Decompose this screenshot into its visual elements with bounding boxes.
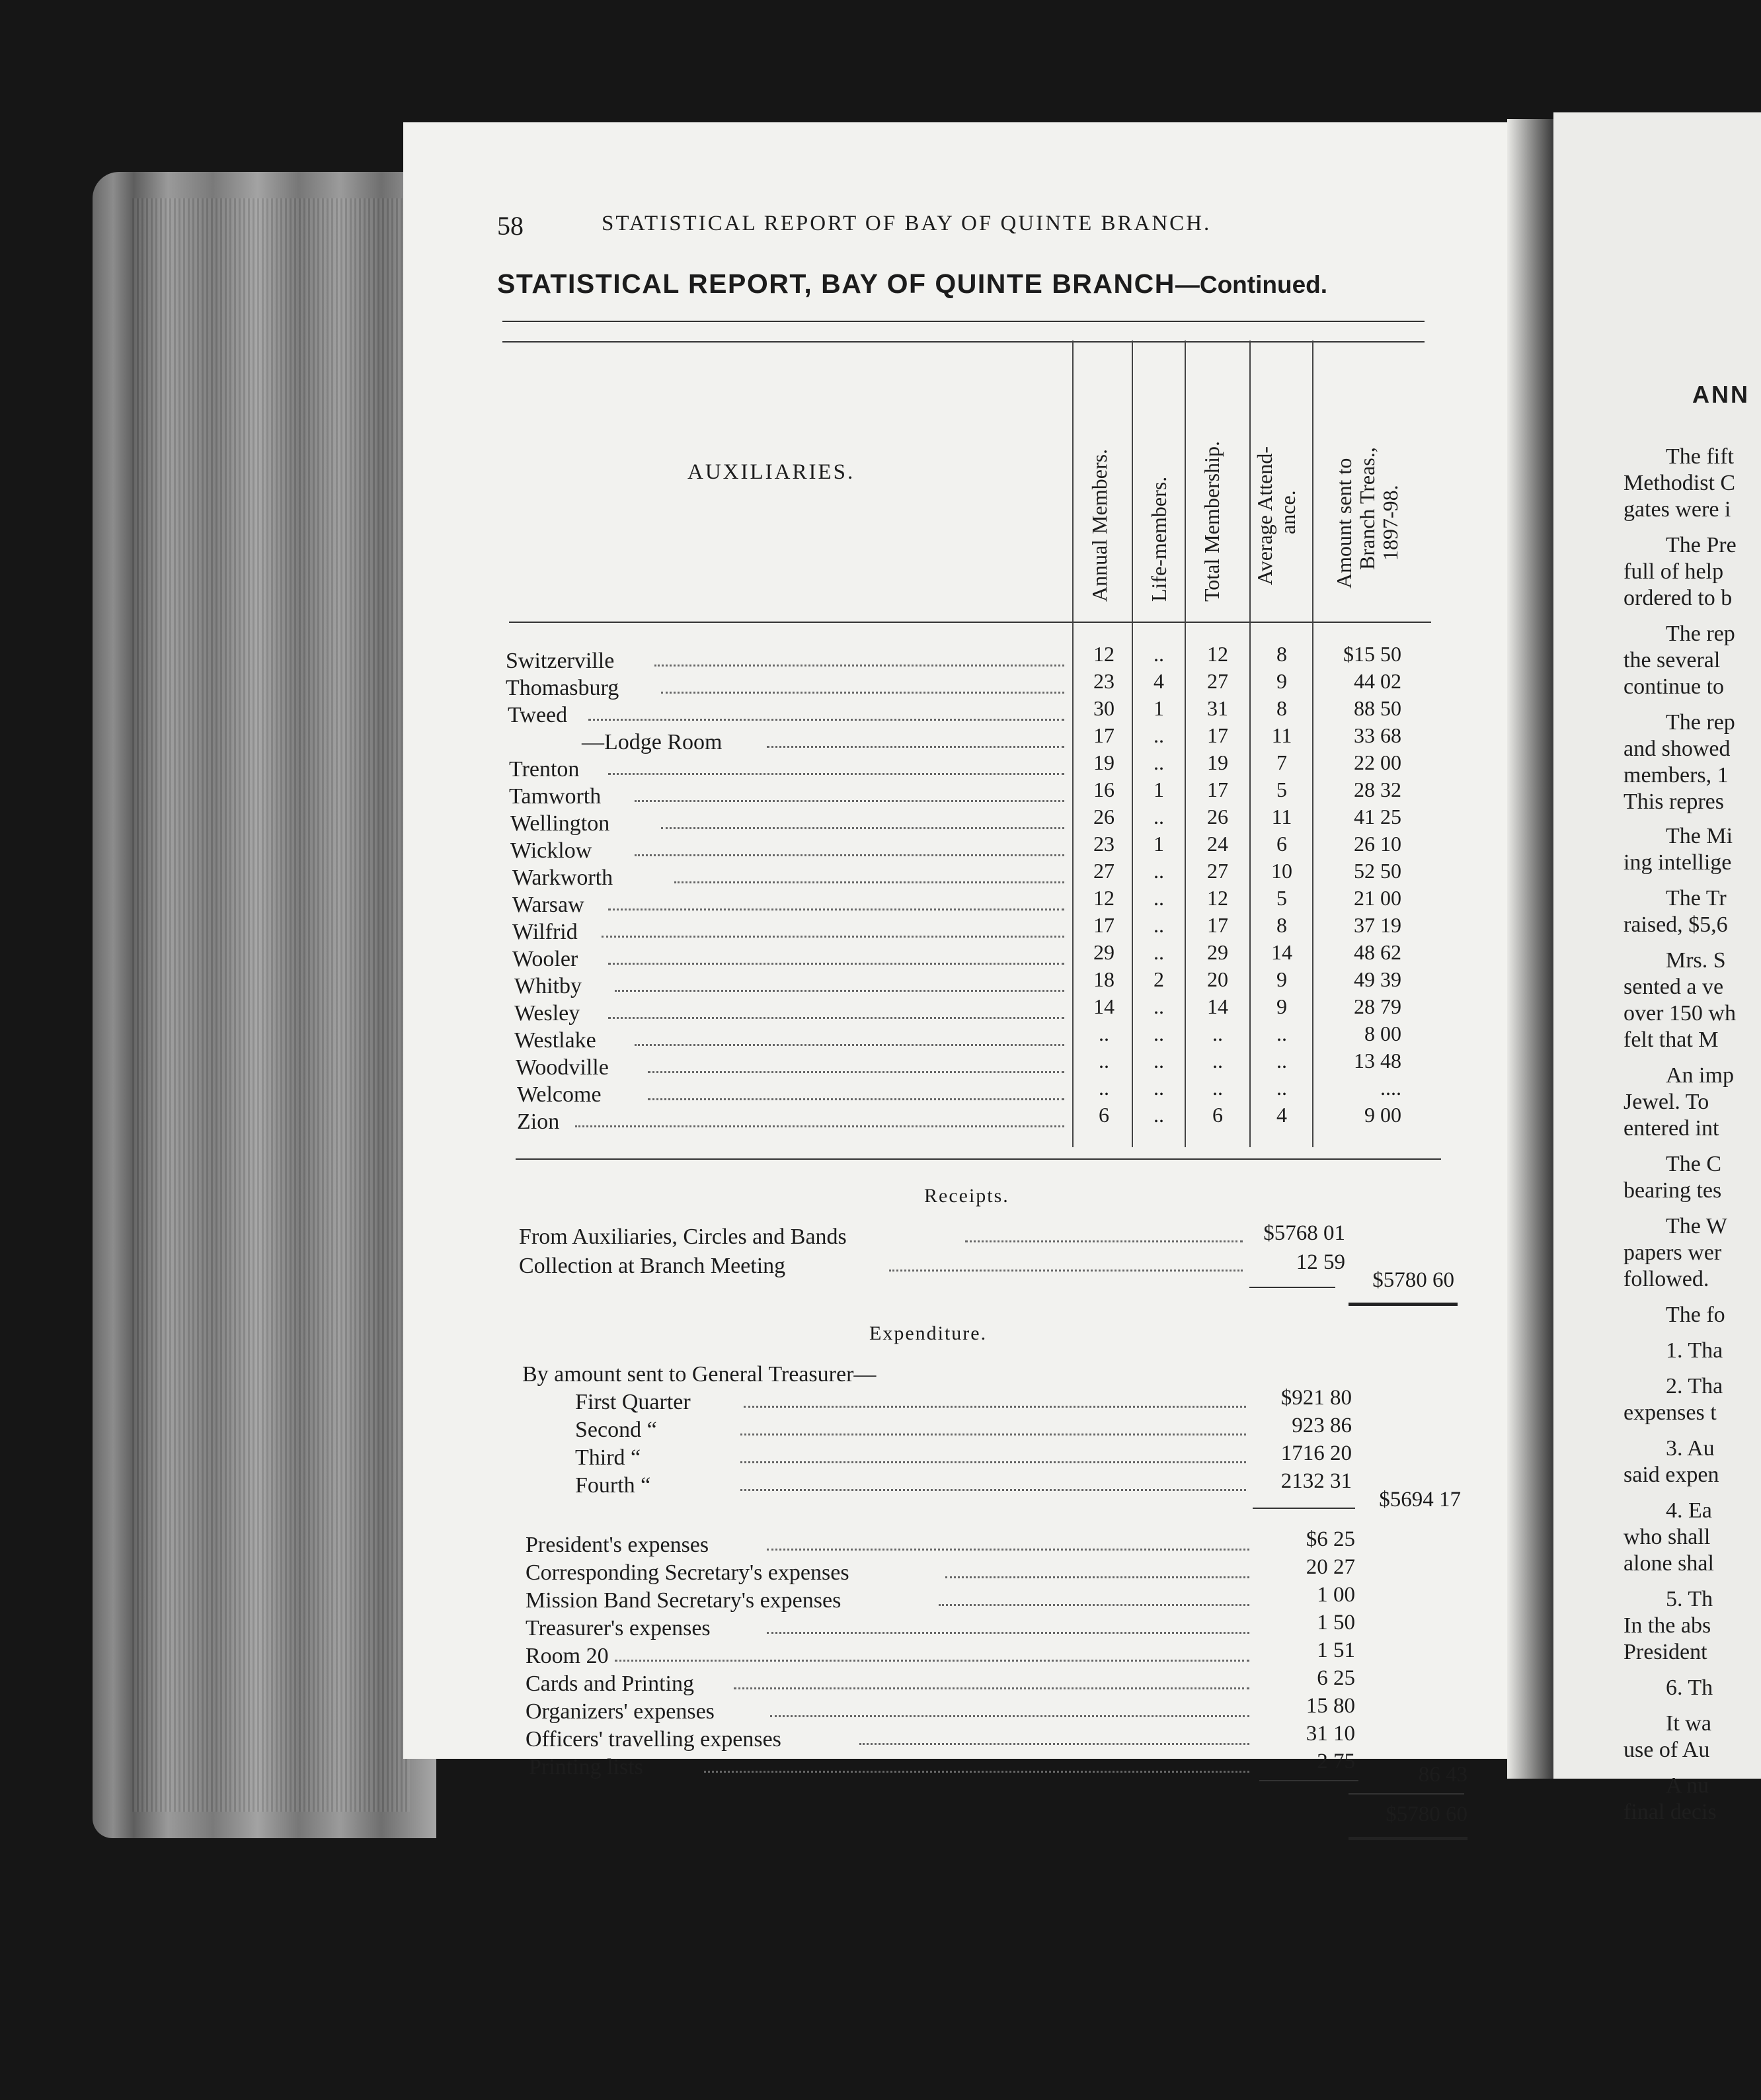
cell-amount: .... <box>1380 1076 1401 1100</box>
leader-dots <box>654 659 1064 666</box>
cell-annual: 16 <box>1093 778 1115 801</box>
cell-life: .. <box>1154 913 1164 937</box>
leader-dots <box>648 1093 1064 1100</box>
receipts-total: $5780 60 <box>1372 1268 1454 1292</box>
cell-amount: 88 50 <box>1354 696 1401 720</box>
cell-total: 24 <box>1207 832 1228 856</box>
right-page-line: who shall <box>1624 1525 1711 1549</box>
receipt-label: Collection at Branch Meeting <box>519 1254 786 1278</box>
row-name: Wilfrid <box>512 920 578 944</box>
expense-label: President's expenses <box>526 1533 709 1557</box>
expense-label: Organizers' expenses <box>526 1699 715 1724</box>
leader-dots <box>602 930 1064 938</box>
row-name: Zion <box>517 1110 560 1134</box>
cell-attendance: .. <box>1276 1076 1287 1100</box>
cell-amount: 26 10 <box>1354 832 1401 856</box>
cell-amount: 9 00 <box>1364 1103 1401 1127</box>
right-page-line: Methodist C <box>1624 471 1736 495</box>
right-page-line: followed. <box>1624 1267 1709 1291</box>
cell-life: .. <box>1154 1022 1164 1045</box>
cell-life: .. <box>1154 723 1164 747</box>
cell-attendance: 11 <box>1271 805 1292 828</box>
cell-total: 29 <box>1207 940 1228 964</box>
leader-dots <box>744 1400 1246 1408</box>
right-page-line: ing intellige <box>1624 850 1732 875</box>
right-page-line: The Mi <box>1666 824 1733 848</box>
right-page-line: said expen <box>1624 1463 1719 1487</box>
cell-attendance: 8 <box>1276 696 1287 720</box>
cell-total: 17 <box>1207 913 1228 937</box>
cell-annual: 12 <box>1093 642 1115 666</box>
expense-label: Room 20 <box>526 1644 609 1668</box>
leader-dots <box>661 686 1064 694</box>
right-page-line: sented a ve <box>1624 975 1724 999</box>
right-page-line: The rep <box>1666 710 1735 735</box>
cell-attendance: .. <box>1276 1022 1287 1045</box>
row-name: Warsaw <box>512 893 584 917</box>
cell-annual: 17 <box>1093 723 1115 747</box>
table-top-rule-2 <box>502 341 1425 343</box>
cell-attendance: 9 <box>1276 967 1287 991</box>
right-page-line: 4. Ea <box>1666 1498 1712 1523</box>
right-page-line: alone shal <box>1624 1551 1714 1576</box>
receipt-amount: 12 59 <box>1296 1250 1345 1274</box>
expense-amount: 2 75 <box>1317 1750 1355 1773</box>
cell-attendance: 11 <box>1271 723 1292 747</box>
leader-dots <box>767 1627 1249 1634</box>
right-page-line: continue to <box>1624 674 1725 699</box>
expense-amount: 31 10 <box>1306 1722 1355 1746</box>
cell-attendance: 9 <box>1276 994 1287 1018</box>
cell-life: .. <box>1154 1049 1164 1072</box>
quarter-amount: $921 80 <box>1280 1386 1352 1410</box>
right-page-line: 6. Th <box>1666 1676 1713 1700</box>
quarter-amount: 923 86 <box>1292 1414 1352 1437</box>
cell-amount: 37 19 <box>1354 913 1401 937</box>
cell-amount: 33 68 <box>1354 723 1401 747</box>
leader-dots <box>588 713 1064 721</box>
cell-life: .. <box>1154 859 1164 883</box>
col-annual-members: Annual Members. <box>1087 448 1111 602</box>
auxiliaries-header: AUXILIARIES. <box>687 460 855 484</box>
sum-rule <box>1349 1793 1464 1795</box>
cell-annual: 17 <box>1093 913 1115 937</box>
cell-attendance: 8 <box>1276 642 1287 666</box>
cell-life: .. <box>1154 1103 1164 1127</box>
right-page-line: raised, $5,6 <box>1624 912 1728 937</box>
right-page-line: The W <box>1666 1214 1727 1238</box>
row-name: Wicklow <box>510 838 592 863</box>
expense-amount: $6 25 <box>1306 1527 1355 1551</box>
cell-life: 2 <box>1154 967 1164 991</box>
expense-amount: 1 50 <box>1317 1611 1355 1635</box>
right-page-line: The fift <box>1666 444 1734 469</box>
cell-total: 31 <box>1207 696 1228 720</box>
expense-amount: 20 27 <box>1306 1555 1355 1579</box>
right-page-line: over 150 wh <box>1624 1001 1736 1026</box>
right-page-line: Mrs. S <box>1666 948 1726 973</box>
leader-dots <box>608 768 1064 775</box>
row-name: Wesley <box>514 1001 580 1026</box>
leader-dots <box>661 822 1064 829</box>
leader-dots <box>889 1264 1243 1272</box>
cell-total: 12 <box>1207 886 1228 910</box>
right-page-line: full of help <box>1624 559 1724 584</box>
right-page-line: ordered to b <box>1624 586 1733 610</box>
leader-dots <box>635 849 1064 856</box>
col-amount-sent-2: Branch Treas., <box>1355 447 1379 570</box>
row-name: Woodville <box>516 1055 609 1080</box>
right-page-line: felt that M <box>1624 1028 1719 1052</box>
double-rule <box>1349 1837 1468 1840</box>
right-page-line: members, 1 <box>1624 763 1729 788</box>
quarter-label: Third “ <box>575 1445 641 1470</box>
cell-amount: 21 00 <box>1354 886 1401 910</box>
leader-dots <box>608 957 1064 965</box>
right-page-line: use of Au <box>1624 1738 1710 1762</box>
cell-total: 20 <box>1207 967 1228 991</box>
leader-dots <box>740 1456 1246 1463</box>
row-name: Wellington <box>510 811 610 836</box>
cell-life: .. <box>1154 886 1164 910</box>
cell-annual: 6 <box>1099 1103 1109 1127</box>
leader-dots <box>704 1765 1249 1773</box>
cell-total: 6 <box>1212 1103 1223 1127</box>
expense-amount: 15 80 <box>1306 1694 1355 1718</box>
grand-total: $5780 60 <box>1386 1802 1468 1826</box>
cell-attendance: 7 <box>1276 750 1287 774</box>
right-page-line: A nu <box>1666 1773 1709 1798</box>
leader-dots <box>575 1120 1064 1127</box>
book-page-edges-texture <box>132 198 410 1812</box>
cell-annual: 12 <box>1093 886 1115 910</box>
report-title-continued: —Continued. <box>1175 271 1328 298</box>
right-page-line: 5. Th <box>1666 1587 1713 1611</box>
cell-annual: 14 <box>1093 994 1115 1018</box>
cell-annual: 18 <box>1093 967 1115 991</box>
cell-attendance: 10 <box>1271 859 1292 883</box>
cell-amount: 13 48 <box>1354 1049 1401 1072</box>
quarter-label: Fourth “ <box>575 1473 651 1498</box>
cell-amount: 8 00 <box>1364 1022 1401 1045</box>
cell-total: 19 <box>1207 750 1228 774</box>
expense-label: Officers' travelling expenses <box>526 1727 781 1752</box>
right-page-line: Jewel. To <box>1624 1090 1709 1114</box>
cell-annual: .. <box>1099 1022 1109 1045</box>
right-page-line: The fo <box>1666 1303 1725 1327</box>
receipts-heading: Receipts. <box>924 1185 1009 1207</box>
expense-amount: 1 51 <box>1317 1638 1355 1662</box>
col-average-attendance-2: ance. <box>1276 490 1300 534</box>
row-name: Trenton <box>509 757 580 782</box>
right-page-line: The C <box>1666 1152 1722 1176</box>
col-divider-5 <box>1312 341 1313 1147</box>
cell-attendance: .. <box>1276 1049 1287 1072</box>
expense-label: Cards and Printing <box>526 1672 694 1696</box>
row-name: Wooler <box>512 947 578 971</box>
quarter-label: First Quarter <box>575 1390 691 1414</box>
cell-total: 17 <box>1207 723 1228 747</box>
cell-amount: 49 39 <box>1354 967 1401 991</box>
report-title-main: STATISTICAL REPORT, BAY OF QUINTE BRANCH <box>497 268 1175 299</box>
col-divider-3 <box>1185 341 1186 1147</box>
leader-dots <box>648 1066 1064 1073</box>
cell-total: .. <box>1212 1076 1223 1100</box>
expense-label: Printing lists <box>529 1755 643 1779</box>
expenditure-intro: By amount sent to General Treasurer— <box>522 1362 877 1387</box>
quarter-amount: 1716 20 <box>1280 1441 1352 1465</box>
cell-total: 17 <box>1207 778 1228 801</box>
right-page-line: This repres <box>1624 789 1725 814</box>
expenditure-heading: Expenditure. <box>869 1322 988 1344</box>
leader-dots <box>939 1599 1249 1606</box>
sum-rule <box>1253 1508 1355 1509</box>
leader-dots <box>635 795 1064 802</box>
right-page-line: papers wer <box>1624 1240 1722 1265</box>
cell-attendance: 8 <box>1276 913 1287 937</box>
cell-amount: 22 00 <box>1354 750 1401 774</box>
receipt-label: From Auxiliaries, Circles and Bands <box>519 1225 847 1249</box>
table-bottom-rule <box>516 1158 1441 1160</box>
cell-attendance: 9 <box>1276 669 1287 693</box>
quarter-amount: 2132 31 <box>1280 1469 1352 1493</box>
cell-attendance: 5 <box>1276 886 1287 910</box>
cell-annual: .. <box>1099 1049 1109 1072</box>
cell-total: .. <box>1212 1049 1223 1072</box>
leader-dots <box>635 1039 1064 1046</box>
row-name: Thomasburg <box>506 676 619 700</box>
spine-shadow <box>1507 119 1553 1779</box>
table-top-rule <box>502 321 1425 322</box>
right-page-line: entered int <box>1624 1116 1719 1141</box>
leader-dots <box>674 876 1064 883</box>
right-page-line: gates were i <box>1624 497 1731 522</box>
col-life-members: Life-members. <box>1147 476 1171 602</box>
cell-annual: .. <box>1099 1076 1109 1100</box>
page-number: 58 <box>497 211 524 241</box>
right-page-line: 3. Au <box>1666 1436 1715 1461</box>
cell-total: 14 <box>1207 994 1228 1018</box>
row-name: Westlake <box>514 1028 596 1053</box>
right-page-line: An imp <box>1666 1063 1734 1088</box>
row-name: —Lodge Room <box>582 730 723 754</box>
cell-annual: 23 <box>1093 669 1115 693</box>
cell-annual: 30 <box>1093 696 1115 720</box>
row-name: Tamworth <box>509 784 602 809</box>
leader-dots <box>734 1682 1249 1689</box>
cell-life: .. <box>1154 750 1164 774</box>
receipt-amount: $5768 01 <box>1263 1221 1345 1245</box>
leader-dots <box>740 1428 1246 1435</box>
expense-label: Mission Band Secretary's expenses <box>526 1588 841 1613</box>
cell-amount: 28 32 <box>1354 778 1401 801</box>
cell-life: .. <box>1154 994 1164 1018</box>
right-page-line: The rep <box>1666 622 1735 646</box>
expense-label: Corresponding Secretary's expenses <box>526 1560 849 1585</box>
col-total-membership: Total Membership. <box>1200 440 1224 602</box>
right-page-line: It wa <box>1666 1711 1711 1736</box>
leader-dots <box>770 1710 1249 1717</box>
right-page-line: and showed <box>1624 737 1731 761</box>
cell-life: .. <box>1154 1076 1164 1100</box>
double-rule <box>1349 1303 1458 1306</box>
expense-label: Treasurer's expenses <box>526 1616 711 1640</box>
sum-rule <box>1259 1780 1358 1781</box>
right-page-line: 2. Tha <box>1666 1374 1723 1398</box>
row-name: Tweed <box>508 703 568 727</box>
row-name: Warkworth <box>512 866 613 890</box>
leader-dots <box>615 1654 1249 1662</box>
cell-annual: 26 <box>1093 805 1115 828</box>
right-page-heading: ANN <box>1692 381 1750 408</box>
cell-attendance: 5 <box>1276 778 1287 801</box>
cell-amount: $15 50 <box>1343 642 1401 666</box>
right-page-line: 1. Tha <box>1666 1338 1723 1363</box>
cell-life: 1 <box>1154 778 1164 801</box>
expense-amount: 1 00 <box>1317 1583 1355 1607</box>
cell-amount: 28 79 <box>1354 994 1401 1018</box>
running-head: STATISTICAL REPORT OF BAY OF QUINTE BRANCH. <box>602 212 1212 235</box>
leader-dots <box>945 1571 1249 1578</box>
cell-annual: 29 <box>1093 940 1115 964</box>
cell-total: 27 <box>1207 669 1228 693</box>
leader-dots <box>767 741 1064 748</box>
quarter-label: Second “ <box>575 1418 657 1442</box>
leader-dots <box>767 1543 1249 1551</box>
right-page-line: President <box>1624 1640 1707 1664</box>
row-name: Switzerville <box>506 649 615 673</box>
cell-life: .. <box>1154 642 1164 666</box>
right-page-line: the several <box>1624 648 1721 672</box>
right-page-line: In the abs <box>1624 1613 1711 1638</box>
right-page-line: The Tr <box>1666 886 1727 910</box>
cell-amount: 44 02 <box>1354 669 1401 693</box>
right-page-line: expenses t <box>1624 1400 1717 1425</box>
cell-annual: 19 <box>1093 750 1115 774</box>
row-name: Welcome <box>517 1082 602 1107</box>
cell-life: 1 <box>1154 696 1164 720</box>
cell-attendance: 4 <box>1276 1103 1287 1127</box>
cell-life: 4 <box>1154 669 1164 693</box>
col-divider-2 <box>1132 341 1133 1147</box>
cell-total: 27 <box>1207 859 1228 883</box>
cell-annual: 27 <box>1093 859 1115 883</box>
leader-dots <box>740 1484 1246 1491</box>
cell-total: 12 <box>1207 642 1228 666</box>
quarters-total: $5694 17 <box>1379 1488 1461 1512</box>
leader-dots <box>608 903 1064 910</box>
cell-attendance: 14 <box>1271 940 1292 964</box>
cell-amount: 41 25 <box>1354 805 1401 828</box>
cell-attendance: 6 <box>1276 832 1287 856</box>
expense-amount: 6 25 <box>1317 1666 1355 1690</box>
cell-total: .. <box>1212 1022 1223 1045</box>
row-name: Whitby <box>514 974 582 998</box>
col-average-attendance-1: Average Attend- <box>1253 446 1276 585</box>
leader-dots <box>608 1012 1064 1019</box>
cell-amount: 52 50 <box>1354 859 1401 883</box>
cell-life: 1 <box>1154 832 1164 856</box>
table-header-rule <box>509 622 1431 623</box>
right-page-line: bearing tes <box>1624 1178 1722 1203</box>
col-amount-sent-1: Amount sent to <box>1332 458 1356 588</box>
col-divider-4 <box>1249 341 1251 1147</box>
sum-rule <box>1249 1287 1335 1288</box>
report-title <box>497 268 1327 300</box>
col-divider-1 <box>1072 341 1074 1147</box>
right-page-line: The Pre <box>1666 533 1737 557</box>
leader-dots <box>965 1235 1243 1242</box>
cell-total: 26 <box>1207 805 1228 828</box>
cell-amount: 48 62 <box>1354 940 1401 964</box>
right-page-line: final decis <box>1624 1800 1717 1824</box>
items-total: 86 43 <box>1418 1763 1468 1787</box>
col-amount-sent-3: 1897-98. <box>1378 485 1402 561</box>
cell-annual: 23 <box>1093 832 1115 856</box>
leader-dots <box>859 1738 1249 1745</box>
cell-life: .. <box>1154 805 1164 828</box>
leader-dots <box>615 985 1064 992</box>
cell-life: .. <box>1154 940 1164 964</box>
